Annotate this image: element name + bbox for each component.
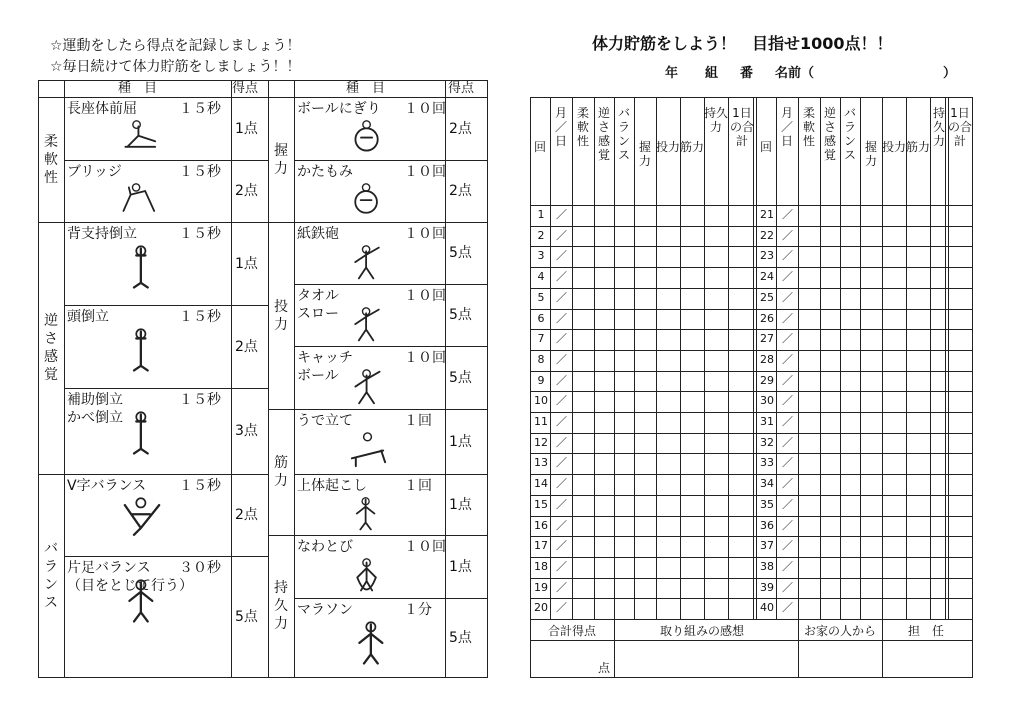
date-slash: ／	[782, 229, 793, 242]
footer-total-label: 合計得点	[548, 624, 597, 638]
record-column-border	[906, 97, 907, 620]
date-slash: ／	[556, 601, 567, 614]
row-number-32: 32	[760, 436, 774, 449]
row-number-7: 7	[537, 332, 545, 345]
record-column-border	[634, 97, 635, 620]
row-number-16: 16	[534, 519, 548, 532]
item-requirement-0-1: １５秒	[179, 164, 221, 180]
record-row-border	[530, 598, 973, 599]
name-year-label: 年	[665, 66, 679, 81]
item-name-4-2: キャッチ	[297, 350, 353, 366]
record-column-border	[728, 97, 729, 620]
item-name-1-2: 補助倒立	[67, 392, 123, 408]
record-row-border	[530, 371, 973, 372]
item-row-border	[64, 160, 269, 161]
date-slash: ／	[556, 332, 567, 345]
row-number-6: 6	[537, 312, 545, 325]
record-row-border	[530, 350, 973, 351]
item-points-6-0: 1点	[449, 558, 472, 575]
record-header-b-0: 回	[759, 140, 772, 154]
left-header-points-a: 得点	[232, 81, 259, 96]
left-header-points-b: 得点	[448, 81, 475, 96]
date-slash: ／	[556, 270, 567, 283]
item-name-0-1: ブリッジ	[67, 164, 122, 180]
date-slash: ／	[782, 394, 793, 407]
row-number-35: 35	[760, 498, 774, 511]
item-points-5-1: 1点	[449, 496, 472, 513]
left-table-top-border	[38, 80, 488, 81]
row-number-37: 37	[760, 539, 774, 552]
instruction-2: ☆毎日続けて体力貯筋をしましょう！！	[50, 59, 301, 75]
row-number-19: 19	[534, 581, 548, 594]
record-column-border	[972, 97, 973, 620]
date-slash: ／	[556, 353, 567, 366]
category-label-0: 柔軟性	[44, 133, 58, 186]
row-number-24: 24	[760, 270, 774, 283]
record-header-a-1: 月／日	[554, 106, 567, 148]
record-bottom-border	[530, 677, 973, 678]
item-requirement-1-2: １５秒	[179, 392, 221, 408]
item-requirement-5-0: １回	[404, 413, 432, 429]
date-slash: ／	[782, 477, 793, 490]
row-number-17: 17	[534, 539, 548, 552]
item-name-1-1: 頭倒立	[67, 309, 109, 325]
item-name-6-0: なわとび	[297, 539, 353, 555]
row-number-38: 38	[760, 560, 774, 573]
row-number-10: 10	[534, 394, 548, 407]
record-header-b-9: 1日の合計	[948, 106, 973, 148]
left-table-column-border	[487, 80, 488, 678]
row-number-1: 1	[537, 208, 545, 221]
item-requirement-4-2: １０回	[404, 350, 446, 366]
row-number-36: 36	[760, 519, 774, 532]
date-slash: ／	[782, 332, 793, 345]
date-slash: ／	[782, 581, 793, 594]
item-name-4-2: ボール	[297, 368, 339, 384]
date-slash: ／	[556, 477, 567, 490]
footer-divider	[614, 619, 615, 678]
date-slash: ／	[556, 560, 567, 573]
footer-family-label: お家の人から	[804, 624, 877, 638]
row-number-4: 4	[537, 270, 545, 283]
item-name-4-0: 紙鉄砲	[297, 226, 339, 242]
record-header-a-7: 筋力	[680, 140, 705, 154]
item-points-0-1: 2点	[235, 183, 258, 199]
record-header-a-8: 持久力	[704, 106, 729, 134]
catch-ball-figure-icon	[344, 368, 391, 407]
row-number-11: 11	[534, 415, 548, 428]
left-header-bottom-border	[38, 97, 488, 98]
date-slash: ／	[782, 539, 793, 552]
record-row-border	[530, 329, 973, 330]
category-label-1: 逆さ感覚	[44, 313, 58, 383]
date-slash: ／	[556, 519, 567, 532]
row-number-5: 5	[537, 291, 545, 304]
item-name-3-1: かたもみ	[297, 164, 353, 180]
item-row-border	[294, 409, 488, 410]
row-number-22: 22	[760, 229, 774, 242]
record-header-b-3: 逆さ感覚	[823, 106, 836, 162]
record-column-border	[680, 97, 681, 620]
record-row-border	[530, 453, 973, 454]
record-column-border	[594, 97, 595, 620]
record-row-border	[530, 391, 973, 392]
row-number-3: 3	[537, 249, 545, 262]
date-slash: ／	[556, 456, 567, 469]
item-row-border	[64, 222, 269, 223]
item-points-2-0: 2点	[235, 507, 258, 523]
long-sitting-stretch-figure-icon	[114, 119, 161, 158]
item-name-4-1: スロー	[297, 306, 339, 322]
item-requirement-1-1: １５秒	[179, 309, 221, 325]
item-requirement-5-1: １回	[404, 478, 432, 494]
record-column-border	[704, 97, 705, 620]
item-name-2-0: V字バランス	[67, 478, 147, 494]
item-name-1-2: かべ倒立	[67, 410, 123, 426]
item-requirement-1-0: １５秒	[179, 226, 221, 242]
date-slash: ／	[556, 229, 567, 242]
row-number-23: 23	[760, 249, 774, 262]
item-row-border	[294, 284, 488, 285]
date-slash: ／	[556, 394, 567, 407]
left-table-column-border	[294, 80, 295, 678]
record-header-a-4: バランス	[617, 106, 630, 162]
record-column-border	[550, 97, 551, 620]
item-name-6-1: マラソン	[297, 602, 353, 618]
item-name-2-1: （目をとじて行う）	[67, 578, 193, 594]
record-sheet-title: 体力貯筋をしよう！ 目指せ1000点！！	[592, 34, 893, 53]
record-footer-mid-border	[530, 640, 973, 641]
record-row-border	[530, 433, 973, 434]
date-slash: ／	[782, 312, 793, 325]
item-row-border	[64, 305, 269, 306]
record-column-border	[572, 97, 573, 620]
footer-impressions-label: 取り組みの感想	[660, 624, 745, 638]
record-header-a-5: 握力	[638, 140, 651, 168]
row-number-21: 21	[760, 208, 774, 221]
record-row-border	[530, 578, 973, 579]
record-column-border	[530, 97, 531, 620]
push-up-figure-icon	[344, 431, 393, 472]
item-points-4-2: 5点	[449, 369, 472, 386]
row-number-28: 28	[760, 353, 774, 366]
item-requirement-2-1: ３０秒	[179, 560, 221, 576]
date-slash: ／	[782, 560, 793, 573]
footer-points-unit: 点	[598, 661, 611, 675]
item-points-3-1: 2点	[449, 183, 472, 199]
item-requirement-3-1: １０回	[404, 164, 446, 180]
towel-throw-figure-icon	[344, 306, 390, 344]
record-header-b-6: 投力	[882, 140, 907, 154]
jump-rope-figure-icon	[344, 557, 391, 596]
row-number-25: 25	[760, 291, 774, 304]
date-slash: ／	[556, 312, 567, 325]
row-number-18: 18	[534, 560, 548, 573]
record-column-border	[860, 97, 861, 620]
record-row-border	[530, 536, 973, 537]
item-row-border	[294, 222, 488, 223]
record-column-border	[948, 97, 949, 620]
item-points-5-0: 1点	[449, 433, 472, 450]
date-slash: ／	[782, 374, 793, 387]
category-label-4: 投力	[274, 298, 288, 333]
record-row-border	[530, 412, 973, 413]
left-header-item-a: 種 目	[118, 81, 158, 96]
row-number-30: 30	[760, 394, 774, 407]
category-label-3: 握力	[274, 142, 288, 177]
item-row-border	[294, 474, 488, 475]
date-slash: ／	[782, 601, 793, 614]
item-row-border	[64, 677, 269, 678]
record-header-a-0: 回	[533, 140, 546, 154]
date-slash: ／	[782, 436, 793, 449]
footer-divider	[882, 619, 883, 678]
item-row-border	[294, 346, 488, 347]
row-number-34: 34	[760, 477, 774, 490]
record-column-border	[930, 97, 931, 620]
record-header-b-7: 筋力	[906, 140, 931, 154]
record-column-border	[840, 97, 841, 620]
date-slash: ／	[782, 353, 793, 366]
footer-divider	[798, 619, 799, 678]
record-column-border	[798, 97, 799, 620]
record-column-border	[820, 97, 821, 620]
item-points-3-0: 2点	[449, 120, 472, 137]
item-points-4-1: 5点	[449, 307, 472, 323]
item-row-border	[64, 388, 269, 389]
item-name-1-0: 背支持倒立	[67, 226, 137, 242]
row-number-39: 39	[760, 581, 774, 594]
date-slash: ／	[556, 208, 567, 221]
row-number-31: 31	[760, 415, 774, 428]
record-column-border	[776, 97, 777, 620]
left-table-column-border	[64, 80, 65, 678]
instruction-1: ☆運動をしたら得点を記録しましょう！	[50, 38, 301, 54]
record-row-border	[530, 495, 973, 496]
shoulder-massage-figure-icon	[344, 182, 390, 220]
ball-grip-figure-icon	[344, 119, 391, 158]
item-name-0-0: 長座体前屈	[67, 101, 137, 117]
date-slash: ／	[556, 498, 567, 511]
record-row-border	[530, 246, 973, 247]
date-slash: ／	[556, 291, 567, 304]
item-requirement-4-0: １０回	[404, 226, 446, 242]
item-points-1-1: 2点	[235, 338, 258, 355]
name-number-label: 番	[740, 66, 754, 81]
record-header-b-8: 持久力	[932, 106, 945, 148]
category-label-6: 持久力	[274, 580, 288, 632]
item-row-border	[64, 474, 269, 475]
marathon-figure-icon	[344, 620, 400, 668]
date-slash: ／	[782, 415, 793, 428]
item-name-5-0: うで立て	[297, 413, 353, 429]
date-slash: ／	[556, 249, 567, 262]
date-slash: ／	[782, 456, 793, 469]
record-column-border	[756, 97, 757, 620]
date-slash: ／	[782, 249, 793, 262]
row-number-40: 40	[760, 601, 774, 614]
one-leg-balance-figure-icon	[114, 578, 170, 626]
date-slash: ／	[556, 581, 567, 594]
row-number-33: 33	[760, 456, 774, 469]
record-row-border	[530, 474, 973, 475]
item-row-border	[64, 556, 269, 557]
bridge-figure-icon	[114, 182, 160, 220]
date-slash: ／	[556, 415, 567, 428]
category-label-2: バランス	[44, 540, 58, 611]
record-header-b-4: バランス	[843, 106, 856, 162]
row-number-29: 29	[760, 374, 774, 387]
left-header-item-b: 種 目	[346, 81, 386, 96]
item-name-2-1: 片足バランス	[67, 560, 151, 576]
row-number-9: 9	[537, 374, 545, 387]
category-label-5: 筋力	[274, 455, 288, 489]
row-number-20: 20	[534, 601, 548, 614]
sit-up-figure-icon	[344, 496, 389, 533]
item-points-0-0: 1点	[235, 120, 258, 137]
item-points-1-2: 3点	[235, 423, 258, 439]
item-points-6-1: 5点	[449, 629, 472, 646]
item-name-4-1: タオル	[297, 288, 339, 304]
date-slash: ／	[782, 208, 793, 221]
record-row-border	[530, 267, 973, 268]
date-slash: ／	[556, 436, 567, 449]
record-header-b-1: 月／日	[780, 106, 793, 148]
item-requirement-4-1: １０回	[404, 288, 446, 304]
left-table-column-border	[38, 80, 39, 678]
row-number-13: 13	[534, 456, 548, 469]
record-header-a-9: 1日の合計	[729, 106, 754, 148]
item-row-border	[294, 677, 488, 678]
left-table-column-border	[268, 80, 269, 678]
item-points-4-0: 5点	[449, 245, 472, 261]
date-slash: ／	[782, 291, 793, 304]
record-row-border	[530, 309, 973, 310]
item-requirement-6-0: １０回	[404, 539, 446, 555]
date-slash: ／	[782, 498, 793, 511]
item-requirement-3-0: １０回	[404, 101, 446, 117]
date-slash: ／	[556, 374, 567, 387]
paper-gun-figure-icon	[344, 244, 390, 282]
item-row-border	[294, 160, 488, 161]
footer-teacher-label: 担 任	[908, 624, 945, 638]
name-class-label: 組	[705, 66, 719, 81]
item-requirement-6-1: １分	[404, 602, 432, 618]
date-slash: ／	[782, 270, 793, 283]
left-table-column-border	[231, 80, 232, 678]
record-row-border	[530, 557, 973, 558]
item-name-5-1: 上体起こし	[297, 478, 367, 494]
record-header-b-5: 握力	[864, 140, 877, 168]
name-label: 名前（	[775, 66, 815, 81]
record-row-border	[530, 516, 973, 517]
record-row-border	[530, 288, 973, 289]
row-number-12: 12	[534, 436, 548, 449]
row-number-26: 26	[760, 312, 774, 325]
row-number-2: 2	[537, 229, 545, 242]
item-requirement-0-0: １５秒	[179, 101, 221, 117]
item-name-3-0: ボールにぎり	[297, 101, 381, 117]
date-slash: ／	[782, 519, 793, 532]
v-balance-figure-icon	[114, 496, 170, 544]
record-header-b-2: 柔軟性	[802, 106, 815, 148]
row-number-8: 8	[537, 353, 545, 366]
record-column-border	[656, 97, 657, 620]
record-row-border	[530, 226, 973, 227]
date-slash: ／	[556, 539, 567, 552]
record-double-divider	[753, 97, 754, 620]
row-number-14: 14	[534, 477, 548, 490]
item-points-1-0: 1点	[235, 255, 258, 272]
row-number-15: 15	[534, 498, 548, 511]
item-row-border	[294, 598, 488, 599]
shoulder-stand-figure-icon	[114, 244, 170, 292]
wall-handstand-figure-icon	[114, 410, 170, 458]
record-header-a-6: 投力	[656, 140, 681, 154]
item-requirement-2-0: １５秒	[179, 478, 221, 494]
record-column-border	[614, 97, 615, 620]
record-header-a-3: 逆さ感覚	[597, 106, 610, 162]
row-number-27: 27	[760, 332, 774, 345]
item-points-2-1: 5点	[235, 608, 258, 625]
item-row-border	[294, 535, 488, 536]
record-column-border	[882, 97, 883, 620]
headstand-figure-icon	[114, 327, 170, 375]
record-double-divider	[945, 97, 946, 620]
name-close-paren: ）	[943, 66, 957, 81]
record-header-a-2: 柔軟性	[576, 106, 589, 148]
